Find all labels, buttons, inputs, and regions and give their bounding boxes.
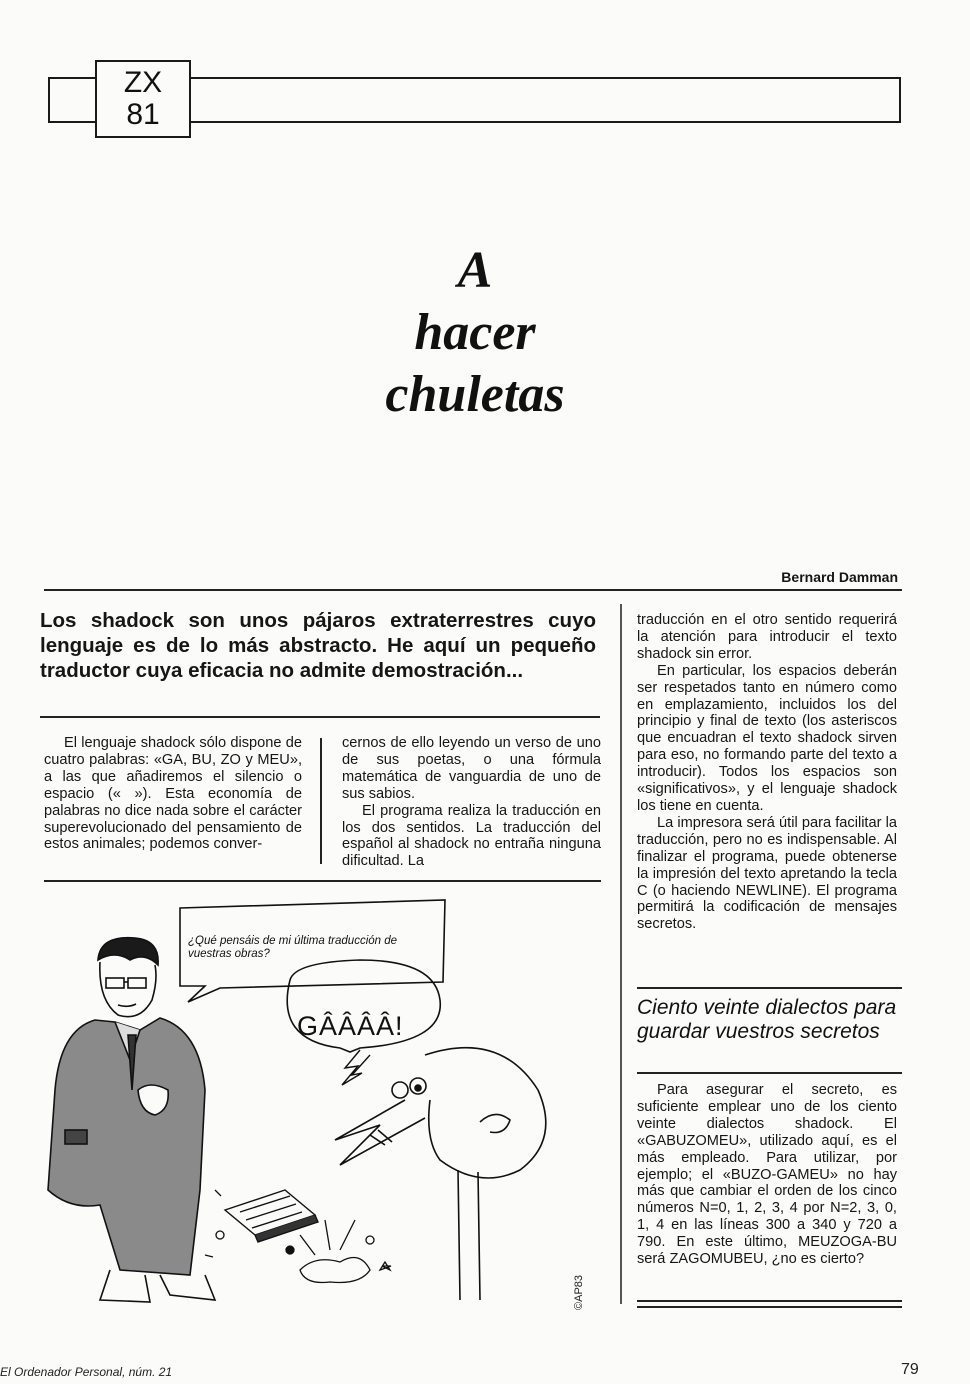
section-paragraph-1: Para asegurar el secreto, es suficiente emplear uno de los ciento veinte dialectos shadock. El «GABUZOMEU», utilizado aquí, es el más empleado. Para utilizar, por ejemplo; el «BUZO-GAMEU» no hay más que cambiar el orden de los cinco números N=0, 1, 2, 3, 4 por N=2, 3, 0, 1, 4 en las líneas 300 a 340 y 720 a 790. En este último, MEUZOGA-BU será ZAGOMUBEU, ¿no es cierto?	[637, 1082, 897, 1268]
bird-speech-text: GÂÂÂÂ!	[297, 1011, 404, 1041]
cartoon-signature: ©AP83	[573, 1274, 585, 1310]
right-column-divider	[620, 604, 622, 1304]
badge-line-1: ZX	[123, 66, 163, 99]
article-title	[330, 240, 620, 426]
section-heading: Ciento veinte dialectos para guardar vuestros secretos	[637, 996, 897, 1043]
top-rule	[44, 589, 902, 591]
col2-paragraph-1: cernos de ello leyendo un verso de uno de sus poetas, o una fórmula matemática de vanguardia de uno de sus sabios.	[342, 735, 601, 802]
badge-line-2: 81	[126, 98, 160, 131]
title-line-1: A	[457, 242, 493, 299]
columns-bottom-rule	[44, 880, 601, 882]
lightning-icon	[342, 1050, 370, 1085]
footer-publication: El Ordenador Personal, núm. 21	[0, 1365, 173, 1379]
col3-paragraph-2: En particular, los espacios deberán ser respetados tanto en número como en emplazamiento, incluidos los del principio y final de texto (los asteriscos que encuadran el texto shadock sirven para eso, no formando parte del texto a introducir). Todos los espacios son «significativos», y el lenguaje shadock los tiene en cuenta.	[637, 662, 897, 814]
section-top-rule	[637, 987, 902, 989]
man-figure	[48, 938, 215, 1302]
system-badge	[95, 60, 191, 138]
body-column-3-section	[637, 1082, 897, 1268]
man-speech-text: ¿Qué pensáis de mi última traducción de vuestras obras?	[188, 935, 398, 960]
title-line-3: chuletas	[385, 366, 565, 423]
title-line-2: hacer	[414, 304, 536, 361]
shadock-bird	[335, 1048, 546, 1300]
column-divider	[320, 738, 322, 864]
end-rule-1	[637, 1300, 902, 1302]
end-rule-2	[637, 1306, 902, 1308]
body-column-1	[44, 735, 302, 853]
col3-paragraph-3: La impresora será útil para facilitar la traducción, pero no es indispensable. Al finalizar el programa, puede obtenerse la impresión del texto apretando la tecla C (o haciendo NEWLINE). El programa permitirá la codificación de mensajes secretos.	[637, 814, 897, 933]
body-column-2	[342, 735, 601, 870]
col3-paragraph-1: traducción en el otro sentido requerirá la atención para introducir el texto shadock sin error.	[637, 612, 897, 662]
page-number: 79	[901, 1361, 919, 1378]
author-name: Bernard Damman	[781, 569, 898, 585]
col2-paragraph-2: El programa realiza la traducción en los dos sentidos. La traducción del español al shadock no entraña ninguna dificultad. La	[342, 802, 601, 870]
calculator-icon	[225, 1190, 318, 1242]
section-bottom-rule	[637, 1072, 902, 1074]
lead-paragraph: Los shadock son unos pájaros extraterrestres cuyo lenguaje es de lo más abstracto. He aquí un pequeño traductor cuya eficacia no admite demostración...	[40, 609, 596, 682]
body-column-3	[637, 612, 897, 933]
lead-rule	[40, 716, 600, 718]
col1-paragraph-1: El lenguaje shadock sólo dispone de cuatro palabras: «GA, BU, ZO y MEU», a las que añadiremos el silencio o espacio (« »). Esta economía de palabras no dice nada sobre el carácter superevolucionado del pensamiento de estos animales; podemos conver-	[44, 735, 302, 853]
